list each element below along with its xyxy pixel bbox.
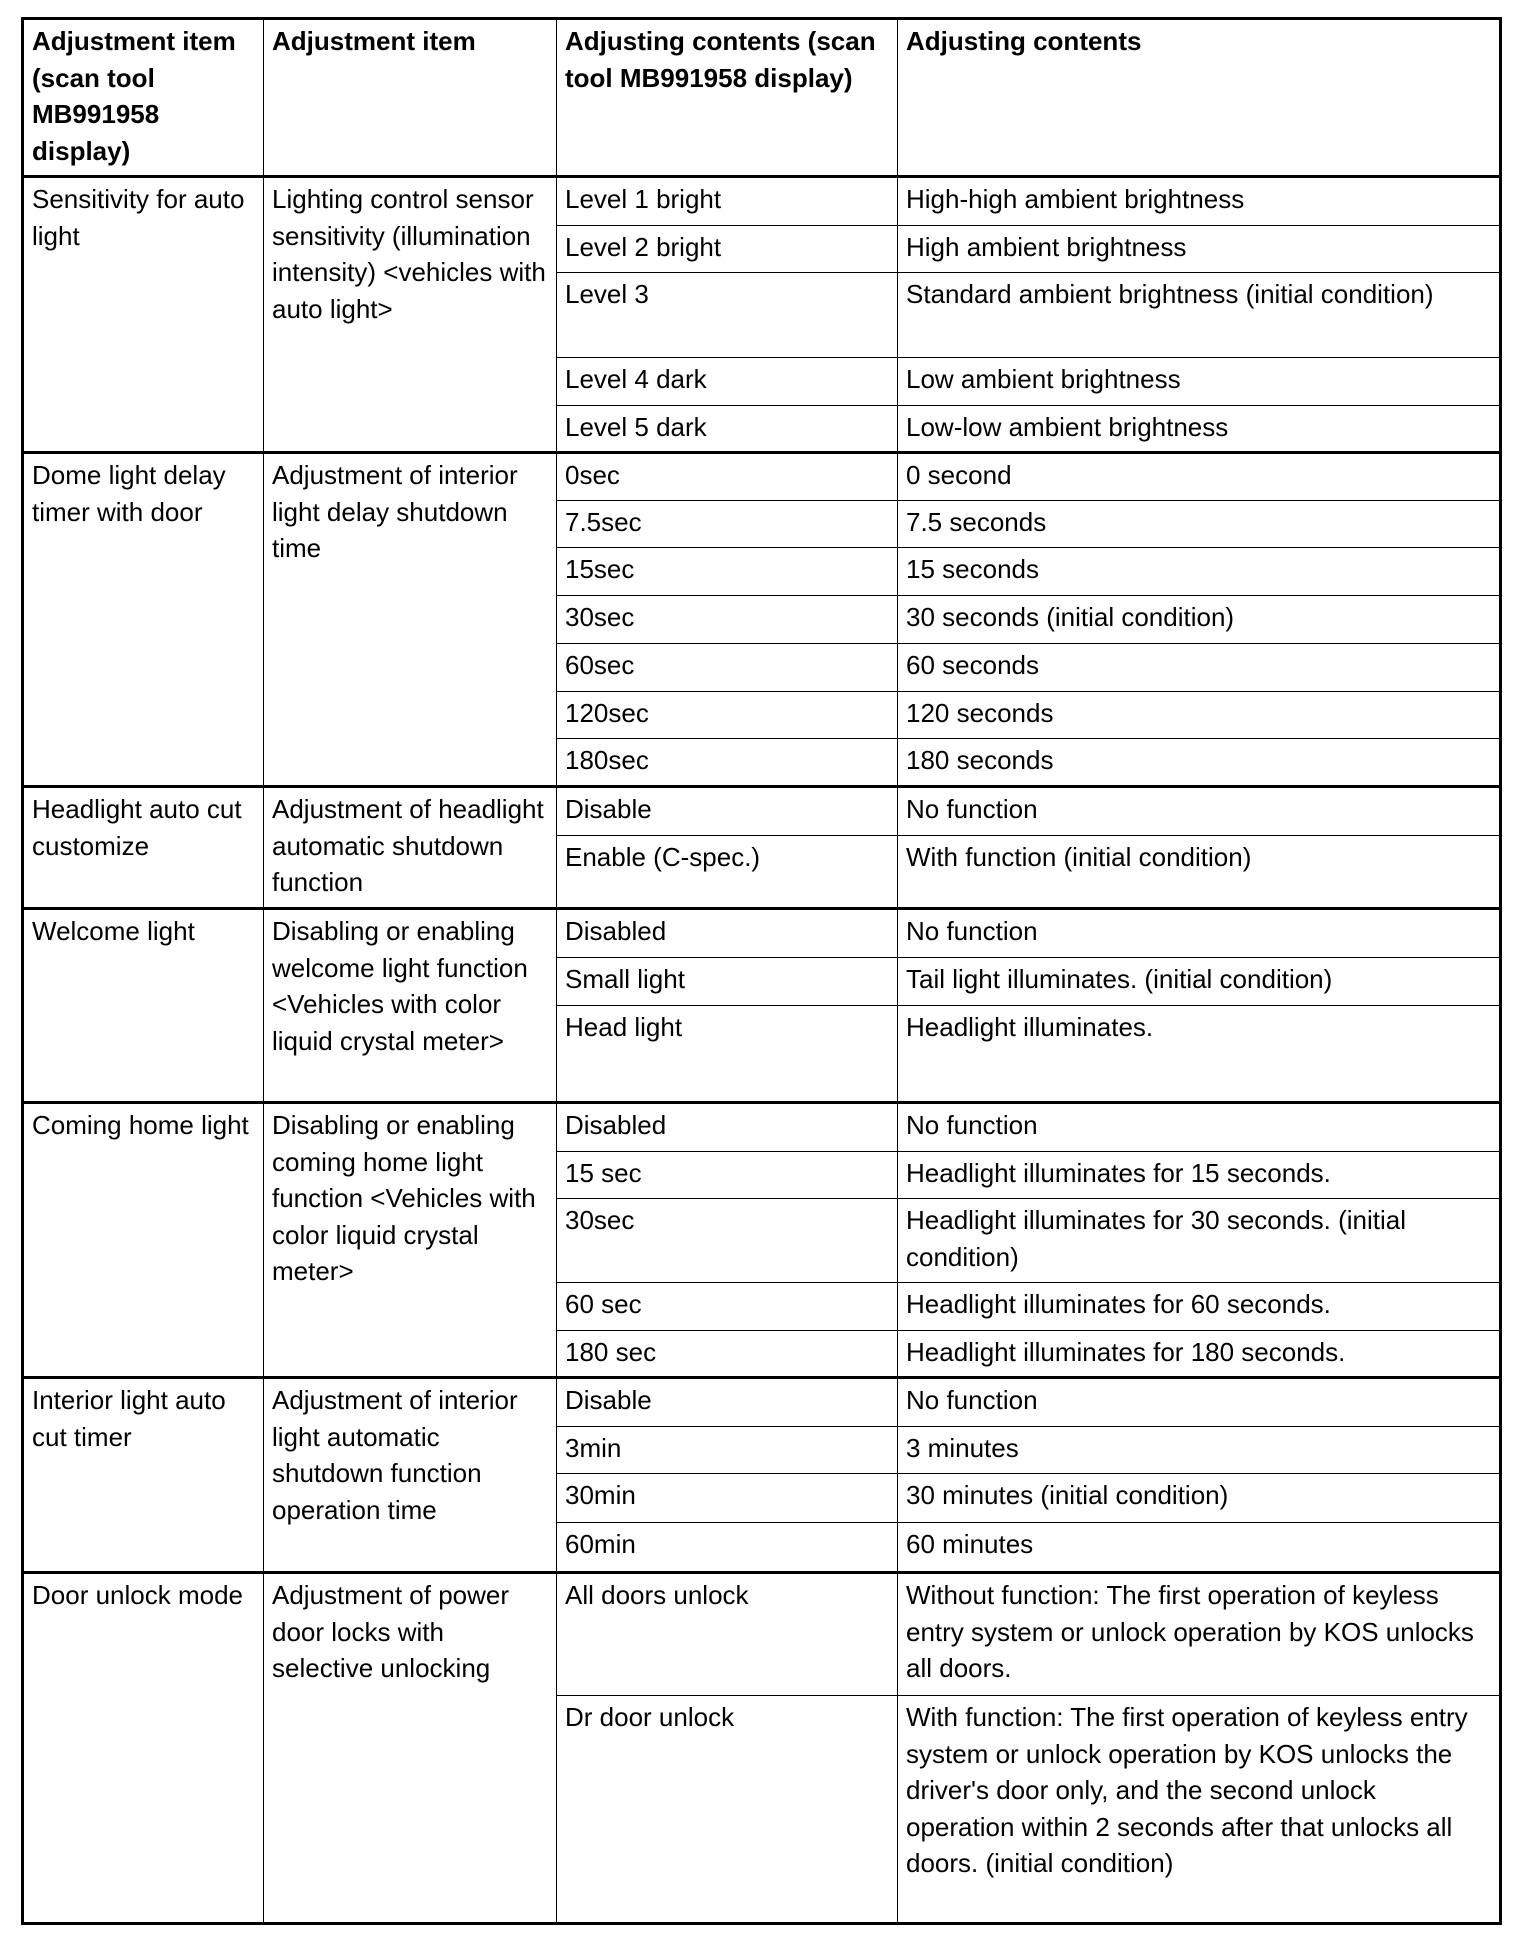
setting-description-cell: 0 second [898,453,1501,501]
setting-description-cell: 30 minutes (initial condition) [898,1474,1501,1523]
setting-cell: 3min [557,1427,898,1474]
table-row [23,787,1501,836]
setting-description-cell: Headlight illuminates. [898,1006,1501,1103]
setting-description-cell: 15 seconds [898,548,1501,596]
setting-cell: Level 1 bright [557,177,898,226]
setting-cell: 180 sec [557,1331,898,1378]
setting-cell: Head light [557,1006,898,1103]
setting-description-cell: With function: The first operation of keyless entry system or unlock operation by KOS unlocks the driver's door only, and the second unlock operation within 2 seconds after that unlocks all doors. (initial condition) [898,1696,1501,1924]
header-item: Adjustment item [264,19,557,177]
setting-cell: 15 sec [557,1152,898,1199]
adjustment-description-cell: Disabling or enabling welcome light function <Vehicles with color liquid crystal meter> [264,909,557,1103]
setting-description-cell: No function [898,909,1501,958]
setting-description-cell: 3 minutes [898,1427,1501,1474]
adjustment-item-cell: Headlight auto cut customize [23,787,264,909]
setting-cell: 180sec [557,739,898,787]
adjustment-item-cell: Sensitivity for auto light [23,177,264,453]
table-row [23,1573,1501,1696]
setting-cell: Disable [557,1378,898,1427]
setting-cell: 7.5sec [557,501,898,548]
setting-description-cell: Standard ambient brightness (initial condition) [898,273,1501,358]
adjustment-description-cell: Adjustment of interior light automatic shutdown function operation time [264,1378,557,1573]
setting-description-cell: 120 seconds [898,692,1501,739]
setting-description-cell: With function (initial condition) [898,836,1501,909]
setting-cell: All doors unlock [557,1573,898,1696]
setting-cell: Small light [557,958,898,1006]
adjustment-item-cell: Welcome light [23,909,264,1103]
setting-description-cell: 60 minutes [898,1523,1501,1573]
table-row [23,453,1501,501]
setting-description-cell: Low-low ambient brightness [898,406,1501,453]
table-row [23,1103,1501,1152]
setting-cell: Level 4 dark [557,358,898,406]
header-contents: Adjusting contents [898,19,1501,177]
setting-cell: 60sec [557,644,898,692]
setting-cell: Dr door unlock [557,1696,898,1924]
setting-cell: 15sec [557,548,898,596]
table-header-row [23,19,1501,177]
setting-description-cell: Headlight illuminates for 60 seconds. [898,1283,1501,1331]
adjustment-item-cell: Coming home light [23,1103,264,1378]
setting-description-cell: 30 seconds (initial condition) [898,596,1501,644]
setting-cell: 30sec [557,596,898,644]
adjustment-table [21,17,1502,1925]
adjustment-item-cell: Door unlock mode [23,1573,264,1924]
adjustment-description-cell: Adjustment of power door locks with selective unlocking [264,1573,557,1924]
adjustment-item-cell: Dome light delay timer with door [23,453,264,787]
setting-cell: Disabled [557,1103,898,1152]
setting-cell: 30min [557,1474,898,1523]
adjustment-description-cell: Adjustment of headlight automatic shutdown function [264,787,557,909]
setting-cell: Level 3 [557,273,898,358]
setting-cell: 0sec [557,453,898,501]
adjustment-description-cell: Adjustment of interior light delay shutdown time [264,453,557,787]
setting-description-cell: 60 seconds [898,644,1501,692]
header-scan-contents: Adjusting contents (scan tool MB991958 display) [557,19,898,177]
table-row [23,177,1501,226]
setting-cell: Level 2 bright [557,226,898,273]
table-row [23,1378,1501,1427]
setting-cell: 60min [557,1523,898,1573]
adjustment-item-cell: Interior light auto cut timer [23,1378,264,1573]
table-row [23,909,1501,958]
setting-description-cell: No function [898,1378,1501,1427]
adjustment-description-cell: Lighting control sensor sensitivity (illumination intensity) <vehicles with auto light> [264,177,557,453]
setting-description-cell: High ambient brightness [898,226,1501,273]
setting-description-cell: No function [898,1103,1501,1152]
setting-description-cell: High-high ambient brightness [898,177,1501,226]
setting-description-cell: Tail light illuminates. (initial condition) [898,958,1501,1006]
setting-cell: 120sec [557,692,898,739]
setting-description-cell: Headlight illuminates for 30 seconds. (initial condition) [898,1199,1501,1283]
setting-description-cell: Headlight illuminates for 180 seconds. [898,1331,1501,1378]
setting-description-cell: Low ambient brightness [898,358,1501,406]
header-scan-item: Adjustment item (scan tool MB991958 display) [23,19,264,177]
setting-description-cell: 7.5 seconds [898,501,1501,548]
adjustment-description-cell: Disabling or enabling coming home light function <Vehicles with color liquid crystal meter> [264,1103,557,1378]
setting-cell: Level 5 dark [557,406,898,453]
setting-cell: 60 sec [557,1283,898,1331]
setting-description-cell: Without function: The first operation of keyless entry system or unlock operation by KOS unlocks all doors. [898,1573,1501,1696]
setting-cell: Disable [557,787,898,836]
setting-description-cell: No function [898,787,1501,836]
setting-description-cell: 180 seconds [898,739,1501,787]
setting-cell: Enable (C-spec.) [557,836,898,909]
setting-cell: Disabled [557,909,898,958]
setting-cell: 30sec [557,1199,898,1283]
setting-description-cell: Headlight illuminates for 15 seconds. [898,1152,1501,1199]
